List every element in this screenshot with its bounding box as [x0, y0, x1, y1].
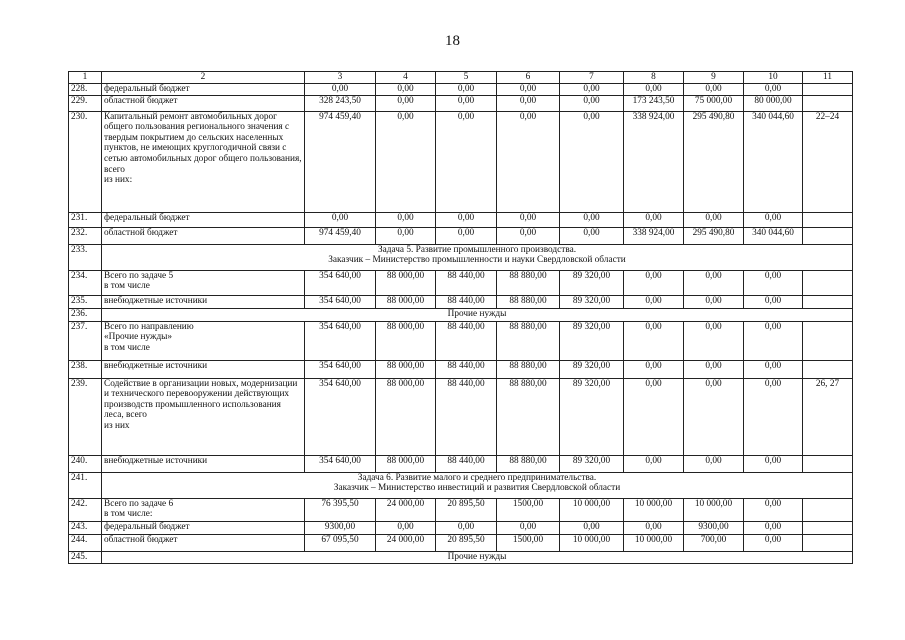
- header-row: [69, 72, 853, 84]
- amount-cell: 0,00: [624, 270, 684, 295]
- amount-cell: 0,00: [744, 378, 803, 455]
- amount-cell: 0,00: [497, 227, 560, 244]
- amount-cell: 0,00: [624, 83, 684, 95]
- amount-cell: 89 320,00: [560, 295, 624, 308]
- amount-cell: 340 044,60: [744, 111, 803, 212]
- amount-cell: 0,00: [744, 295, 803, 308]
- amount-cell: 0,00: [744, 534, 803, 551]
- amount-cell: 89 320,00: [560, 455, 624, 472]
- row-number: 233.: [69, 244, 102, 270]
- amount-cell: 89 320,00: [560, 270, 624, 295]
- header-cell-6: 6: [497, 72, 560, 84]
- row-number: 242.: [69, 498, 102, 521]
- table-row: [69, 308, 853, 321]
- amount-cell: 0,00: [305, 212, 376, 227]
- amount-cell: 354 640,00: [305, 270, 376, 295]
- header-cell-3: 3: [305, 72, 376, 84]
- header-cell-10: 10: [744, 72, 803, 84]
- table-row: [69, 472, 853, 498]
- amount-cell: 0,00: [497, 95, 560, 111]
- row-number: 228.: [69, 83, 102, 95]
- amount-cell: 10 000,00: [560, 534, 624, 551]
- amount-cell: 974 459,40: [305, 111, 376, 212]
- amount-cell: 0,00: [560, 83, 624, 95]
- row-description: Всего по задаче 6 в том числе:: [102, 498, 305, 521]
- row-number: 245.: [69, 551, 102, 563]
- amount-cell: 88 000,00: [376, 295, 436, 308]
- table-row: [69, 295, 853, 308]
- amount-cell: 338 924,00: [624, 227, 684, 244]
- row-target-refs: [803, 455, 853, 472]
- header-cell-2: 2: [102, 72, 305, 84]
- amount-cell: 0,00: [497, 521, 560, 534]
- row-number: 231.: [69, 212, 102, 227]
- header-cell-9: 9: [684, 72, 744, 84]
- row-number: 232.: [69, 227, 102, 244]
- amount-cell: 974 459,40: [305, 227, 376, 244]
- amount-cell: 0,00: [684, 212, 744, 227]
- table-row: [69, 521, 853, 534]
- amount-cell: 0,00: [305, 83, 376, 95]
- row-number: 235.: [69, 295, 102, 308]
- amount-cell: 67 095,50: [305, 534, 376, 551]
- row-number: 241.: [69, 472, 102, 498]
- row-description: Содействие в организации новых, модернизации и технического перевооружении действующих производств промышленного использования леса, всего из них: [102, 378, 305, 455]
- amount-cell: 295 490,80: [684, 111, 744, 212]
- amount-cell: 0,00: [624, 321, 684, 360]
- amount-cell: 354 640,00: [305, 321, 376, 360]
- row-number: 236.: [69, 308, 102, 321]
- amount-cell: 0,00: [624, 212, 684, 227]
- amount-cell: 89 320,00: [560, 360, 624, 378]
- amount-cell: 354 640,00: [305, 360, 376, 378]
- amount-cell: 0,00: [376, 212, 436, 227]
- amount-cell: 88 440,00: [436, 378, 497, 455]
- table-row: [69, 551, 853, 563]
- row-number: 240.: [69, 455, 102, 472]
- amount-cell: 0,00: [376, 111, 436, 212]
- amount-cell: 88 440,00: [436, 360, 497, 378]
- header-cell-8: 8: [624, 72, 684, 84]
- row-description: федеральный бюджет: [102, 83, 305, 95]
- row-description: областной бюджет: [102, 534, 305, 551]
- row-target-refs: [803, 95, 853, 111]
- table-row: [69, 455, 853, 472]
- amount-cell: 0,00: [684, 455, 744, 472]
- amount-cell: 0,00: [684, 270, 744, 295]
- row-description: федеральный бюджет: [102, 521, 305, 534]
- row-description: Капитальный ремонт автомобильных дорог общего пользования регионального значения с твердым покрытием до сельских населенных пунктов, не имеющих круглогодичной связи с сетью автомобильных дорог общего пользования, всего из них:: [102, 111, 305, 212]
- table-row: [69, 534, 853, 551]
- amount-cell: 89 320,00: [560, 378, 624, 455]
- amount-cell: 0,00: [624, 360, 684, 378]
- amount-cell: 89 320,00: [560, 321, 624, 360]
- row-number: 234.: [69, 270, 102, 295]
- page-number: 18: [445, 33, 460, 49]
- amount-cell: 10 000,00: [684, 498, 744, 521]
- row-target-refs: 26, 27: [803, 378, 853, 455]
- row-number: 230.: [69, 111, 102, 212]
- amount-cell: 0,00: [684, 378, 744, 455]
- amount-cell: 1500,00: [497, 534, 560, 551]
- table-row: [69, 360, 853, 378]
- row-number: 243.: [69, 521, 102, 534]
- row-target-refs: [803, 534, 853, 551]
- amount-cell: 10 000,00: [560, 498, 624, 521]
- row-description: Всего по задаче 5 в том числе: [102, 270, 305, 295]
- row-description: внебюджетные источники: [102, 455, 305, 472]
- amount-cell: 0,00: [744, 498, 803, 521]
- header-cell-11: 11: [803, 72, 853, 84]
- row-number: 239.: [69, 378, 102, 455]
- amount-cell: 295 490,80: [684, 227, 744, 244]
- row-description: областной бюджет: [102, 227, 305, 244]
- row-target-refs: [803, 295, 853, 308]
- amount-cell: 0,00: [560, 521, 624, 534]
- amount-cell: 700,00: [684, 534, 744, 551]
- amount-cell: 0,00: [744, 270, 803, 295]
- row-description: Всего по направлению «Прочие нужды» в том числе: [102, 321, 305, 360]
- amount-cell: 0,00: [684, 83, 744, 95]
- amount-cell: 10 000,00: [624, 498, 684, 521]
- amount-cell: 0,00: [436, 212, 497, 227]
- amount-cell: 88 880,00: [497, 378, 560, 455]
- amount-cell: 340 044,60: [744, 227, 803, 244]
- amount-cell: 354 640,00: [305, 378, 376, 455]
- table-row: [69, 227, 853, 244]
- amount-cell: 0,00: [497, 111, 560, 212]
- amount-cell: 173 243,50: [624, 95, 684, 111]
- amount-cell: 88 000,00: [376, 270, 436, 295]
- amount-cell: 0,00: [684, 360, 744, 378]
- amount-cell: 88 880,00: [497, 270, 560, 295]
- table-row: [69, 83, 853, 95]
- amount-cell: 0,00: [624, 455, 684, 472]
- row-target-refs: [803, 321, 853, 360]
- amount-cell: 75 000,00: [684, 95, 744, 111]
- amount-cell: 0,00: [436, 111, 497, 212]
- amount-cell: 88 440,00: [436, 455, 497, 472]
- row-description: федеральный бюджет: [102, 212, 305, 227]
- amount-cell: 0,00: [560, 111, 624, 212]
- row-target-refs: [803, 521, 853, 534]
- amount-cell: 88 000,00: [376, 360, 436, 378]
- table-row: [69, 111, 853, 212]
- table-row: [69, 270, 853, 295]
- amount-cell: 88 880,00: [497, 455, 560, 472]
- amount-cell: 0,00: [436, 83, 497, 95]
- row-target-refs: [803, 360, 853, 378]
- row-number: 244.: [69, 534, 102, 551]
- amount-cell: 0,00: [560, 95, 624, 111]
- header-cell-4: 4: [376, 72, 436, 84]
- amount-cell: 88 440,00: [436, 270, 497, 295]
- amount-cell: 338 924,00: [624, 111, 684, 212]
- header-cell-1: 1: [69, 72, 102, 84]
- amount-cell: 24 000,00: [376, 534, 436, 551]
- table-row: [69, 321, 853, 360]
- amount-cell: 0,00: [436, 521, 497, 534]
- amount-cell: 88 440,00: [436, 295, 497, 308]
- table-row: [69, 244, 853, 270]
- row-target-refs: [803, 212, 853, 227]
- table-row: [69, 378, 853, 455]
- amount-cell: 354 640,00: [305, 295, 376, 308]
- section-heading: Задача 5. Развитие промышленного производства. Заказчик – Министерство промышленности и науки Свердловской области: [102, 244, 853, 270]
- row-number: 238.: [69, 360, 102, 378]
- amount-cell: 0,00: [684, 295, 744, 308]
- amount-cell: 0,00: [684, 321, 744, 360]
- amount-cell: 328 243,50: [305, 95, 376, 111]
- row-target-refs: [803, 498, 853, 521]
- table-row: [69, 212, 853, 227]
- amount-cell: 0,00: [744, 455, 803, 472]
- row-target-refs: 22–24: [803, 111, 853, 212]
- amount-cell: 0,00: [560, 227, 624, 244]
- amount-cell: 0,00: [624, 378, 684, 455]
- row-number: 237.: [69, 321, 102, 360]
- budget-table: [68, 71, 853, 564]
- amount-cell: 88 000,00: [376, 455, 436, 472]
- amount-cell: 0,00: [744, 321, 803, 360]
- amount-cell: 0,00: [376, 83, 436, 95]
- section-heading: Задача 6. Развитие малого и среднего предпринимательства. Заказчик – Министерство инвестиций и развития Свердловской области: [102, 472, 853, 498]
- amount-cell: 88 880,00: [497, 295, 560, 308]
- amount-cell: 0,00: [497, 212, 560, 227]
- row-number: 229.: [69, 95, 102, 111]
- amount-cell: 10 000,00: [624, 534, 684, 551]
- header-cell-7: 7: [560, 72, 624, 84]
- amount-cell: 0,00: [376, 95, 436, 111]
- amount-cell: 0,00: [624, 521, 684, 534]
- row-description: внебюджетные источники: [102, 295, 305, 308]
- amount-cell: 0,00: [436, 227, 497, 244]
- amount-cell: 354 640,00: [305, 455, 376, 472]
- amount-cell: 1500,00: [497, 498, 560, 521]
- row-description: областной бюджет: [102, 95, 305, 111]
- row-target-refs: [803, 270, 853, 295]
- section-heading: Прочие нужды: [102, 308, 853, 321]
- amount-cell: 0,00: [436, 95, 497, 111]
- section-heading: Прочие нужды: [102, 551, 853, 563]
- row-description: внебюджетные источники: [102, 360, 305, 378]
- amount-cell: 0,00: [376, 227, 436, 244]
- header-cell-5: 5: [436, 72, 497, 84]
- amount-cell: 9300,00: [305, 521, 376, 534]
- table-row: [69, 95, 853, 111]
- amount-cell: 20 895,50: [436, 498, 497, 521]
- amount-cell: 24 000,00: [376, 498, 436, 521]
- amount-cell: 88 880,00: [497, 321, 560, 360]
- amount-cell: 88 440,00: [436, 321, 497, 360]
- row-target-refs: [803, 83, 853, 95]
- amount-cell: 20 895,50: [436, 534, 497, 551]
- amount-cell: 80 000,00: [744, 95, 803, 111]
- amount-cell: 0,00: [376, 521, 436, 534]
- amount-cell: 0,00: [744, 360, 803, 378]
- amount-cell: 76 395,50: [305, 498, 376, 521]
- amount-cell: 0,00: [624, 295, 684, 308]
- amount-cell: 0,00: [744, 521, 803, 534]
- amount-cell: 88 000,00: [376, 321, 436, 360]
- row-target-refs: [803, 227, 853, 244]
- amount-cell: 0,00: [497, 83, 560, 95]
- amount-cell: 9300,00: [684, 521, 744, 534]
- amount-cell: 0,00: [744, 212, 803, 227]
- amount-cell: 0,00: [744, 83, 803, 95]
- amount-cell: 88 880,00: [497, 360, 560, 378]
- table-row: [69, 498, 853, 521]
- amount-cell: 0,00: [560, 212, 624, 227]
- amount-cell: 88 000,00: [376, 378, 436, 455]
